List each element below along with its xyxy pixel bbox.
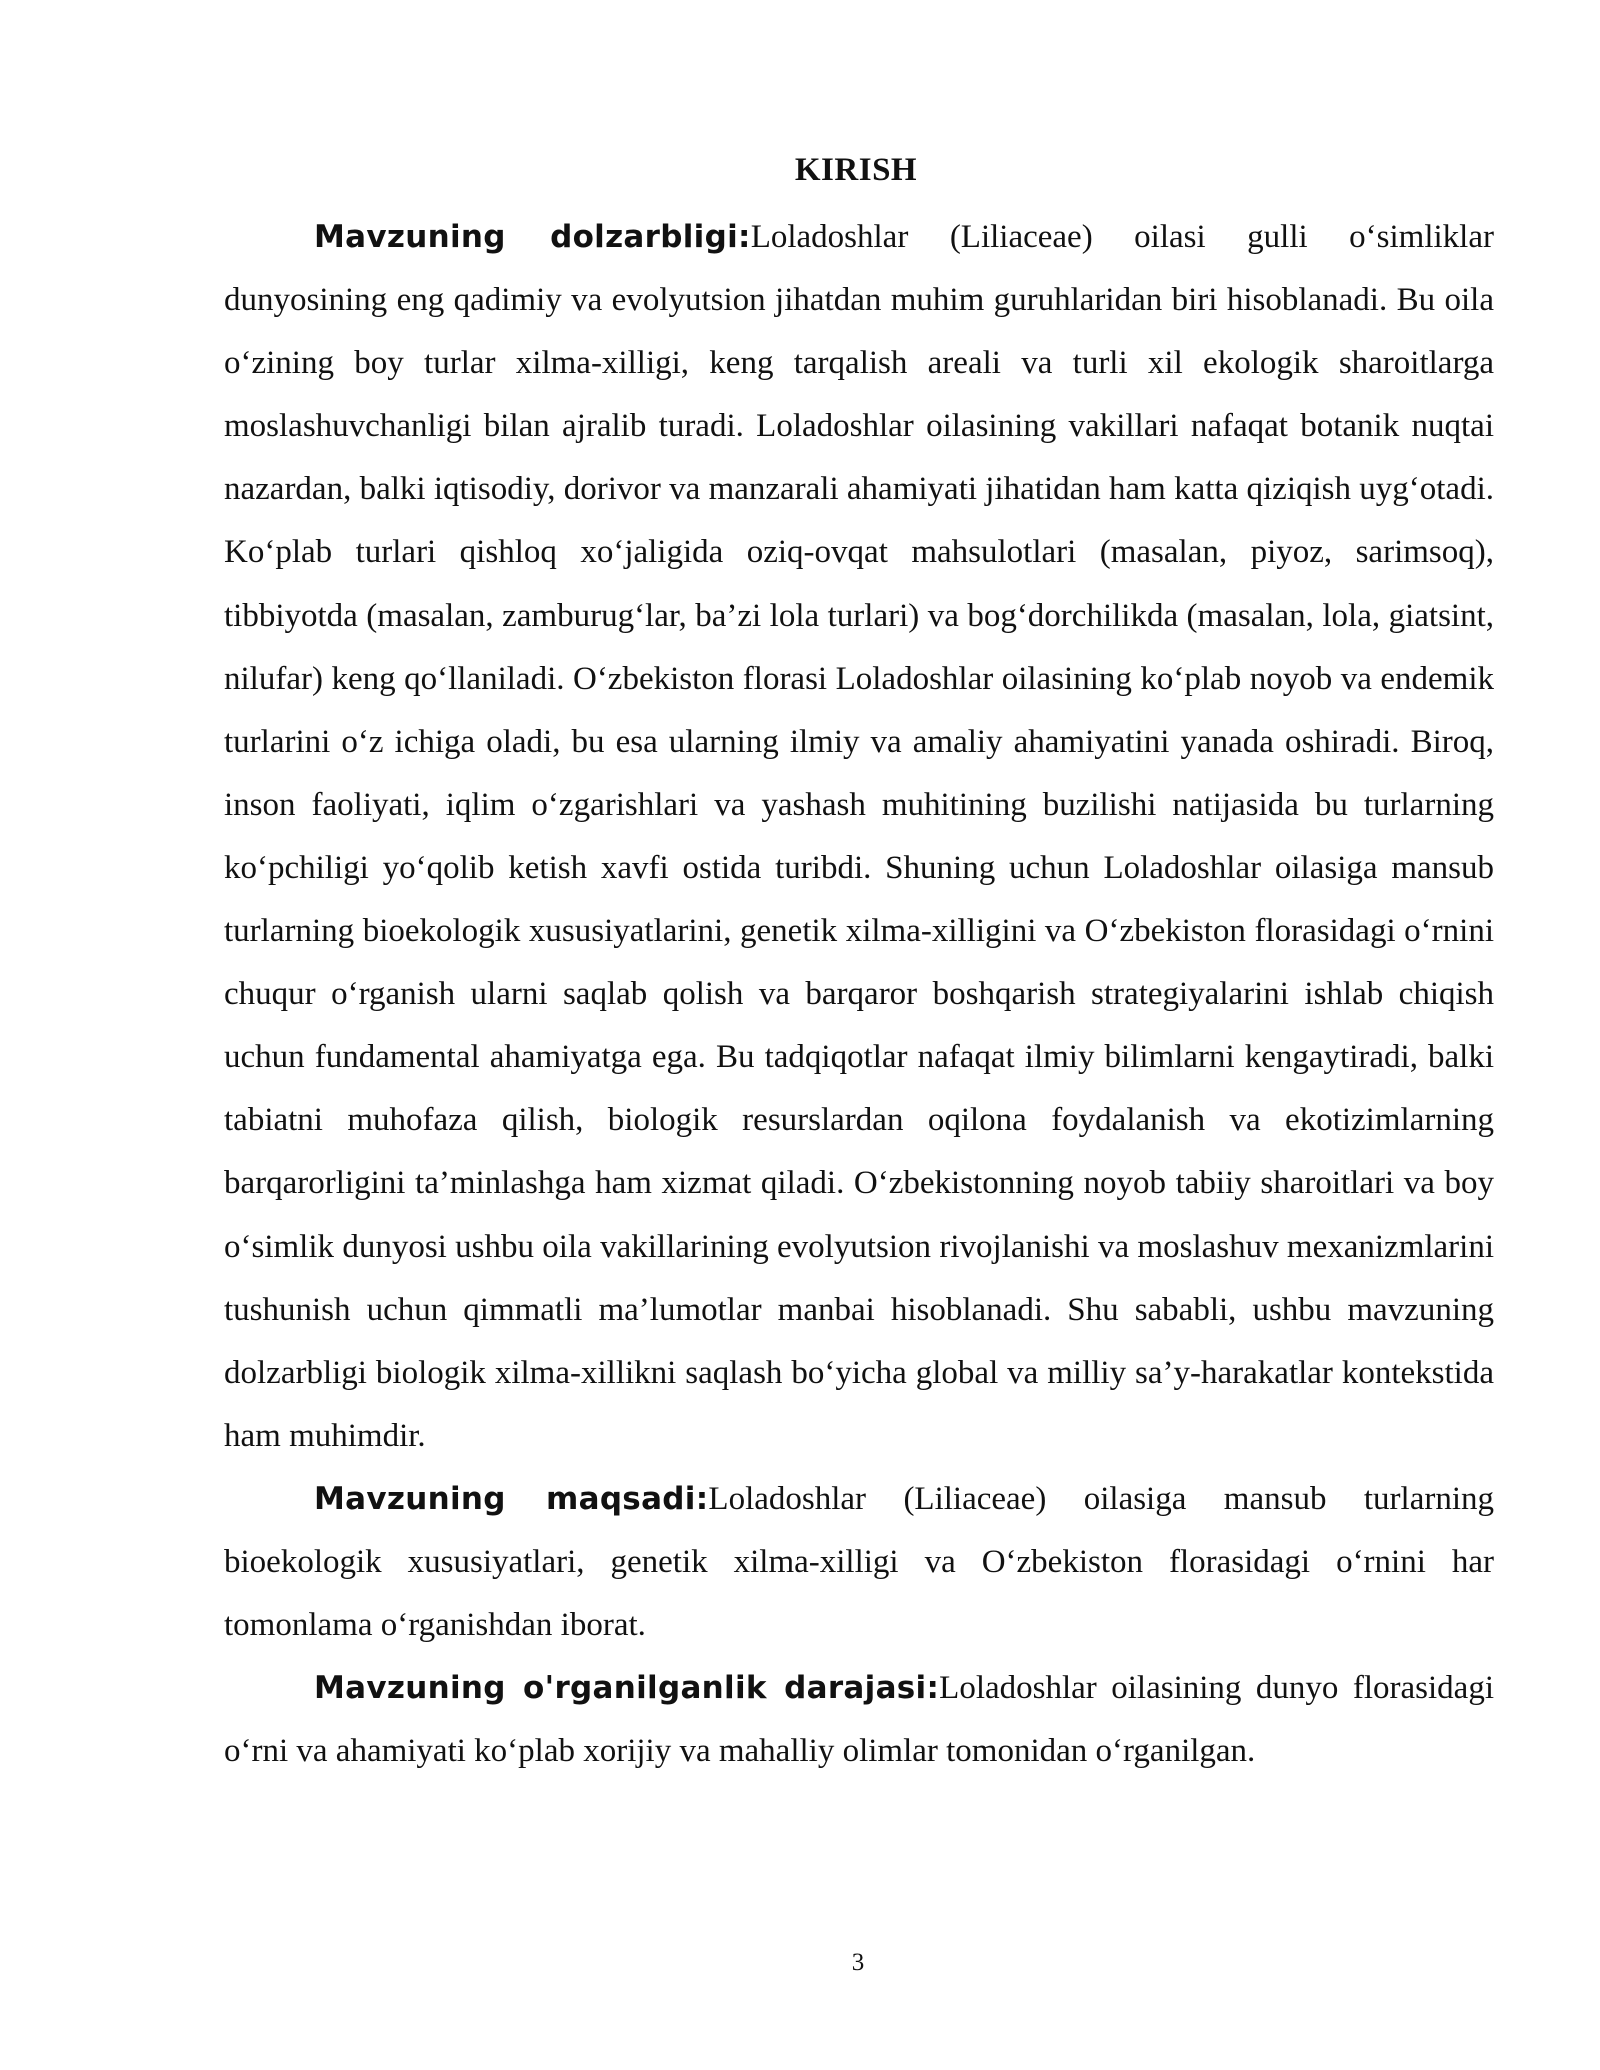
- paragraph-text: Loladoshlar (Liliaceae) oilasi gulli o‘simliklar dunyosining eng qadimiy va evolyutsion jihatdan muhim guruhlaridan biri hisoblanadi. Bu oila o‘zining boy turlar xilma-xilligi, keng tarqalish areali va turli xil ekologik sharoitlarga moslashuvchanligi bilan ajralib turadi. Loladoshlar oilasining vakillari nafaqat botanik nuqtai nazardan, balki iqtisodiy, dorivor va manzarali ahamiyati jihatidan ham katta qiziqish uyg‘otadi. Ko‘plab turlari qishloq xo‘jaligida oziq-ovqat mahsulotlari (masalan, piyoz, sarimsoq), tibbiyotda (masalan, zamburug‘lar, ba’zi lola turlari) va bog‘dorchilikda (masalan, lola, giatsint, nilufar) keng qo‘llaniladi. O‘zbekiston florasi Loladoshlar oilasining ko‘plab noyob va endemik turlarini o‘z ichiga oladi, bu esa ularning ilmiy va amaliy ahamiyatini yanada oshiradi. Biroq, inson faoliyati, iqlim o‘zgarishlari va yashash muhitining buzilishi natijasida bu turlarning ko‘pchiligi yo‘qolib ketish xavfi ostida turibdi. Shuning uchun Loladoshlar oilasiga mansub turlarning bioekologik xususiyatlarini, genetik xilma-xilligini va O‘zbekiston florasidagi o‘rnini chuqur o‘rganish ularni saqlab qolish va barqaror boshqarish strategiyalarini ishlab chiqish uchun fundamental ahamiyatga ega. Bu tadqiqotlar nafaqat ilmiy bilimlarni kengaytiradi, balki tabiatni muhofaza qilish, biologik resurslardan oqilona foydalanish va ekotizimlarning barqarorligini ta’minlashga ham xizmat qiladi. O‘zbekistonning noyob tabiiy sharoitlari va boy o‘simlik dunyosi ushbu oila vakillarining evolyutsion rivojlanishi va moslashuv mexanizmlarini tushunish uchun qimmatli ma’lumotlar manbai hisoblanadi. Shu sababli, ushbu mavzuning dolzarbligi biologik xilma-xillikni saqlash bo‘yicha global va milliy sa’y-harakatlar kontekstida ham muhimdir.: [224, 219, 1494, 1454]
- paragraph-relevance: [224, 206, 1494, 1468]
- section-heading: KIRISH: [794, 152, 918, 188]
- paragraph-text: Loladoshlar (Liliaceae) oilasiga mansub turlarning bioekologik xususiyatlari, genetik xilma-xilligi va O‘zbekiston florasidagi o‘rnini har tomonlama o‘rganishdan iborat.: [224, 1480, 1494, 1644]
- body-text: [224, 206, 1494, 1783]
- paragraph-lead: Mavzuning dolzarbligi:: [314, 219, 751, 255]
- paragraph-lead: Mavzuning o'rganilganlik darajasi:: [314, 1670, 940, 1707]
- paragraph-goal: [224, 1468, 1494, 1657]
- paragraph-study-level: [224, 1657, 1494, 1783]
- paragraph-lead: Mavzuning maqsadi:: [314, 1480, 709, 1517]
- page-number: 3: [851, 1949, 865, 1976]
- paragraph-text: Loladoshlar oilasining dunyo florasidagi o‘rni va ahamiyati ko‘plab xorijiy va mahalliy olimlar tomonidan o‘rganilgan.: [224, 1670, 1495, 1770]
